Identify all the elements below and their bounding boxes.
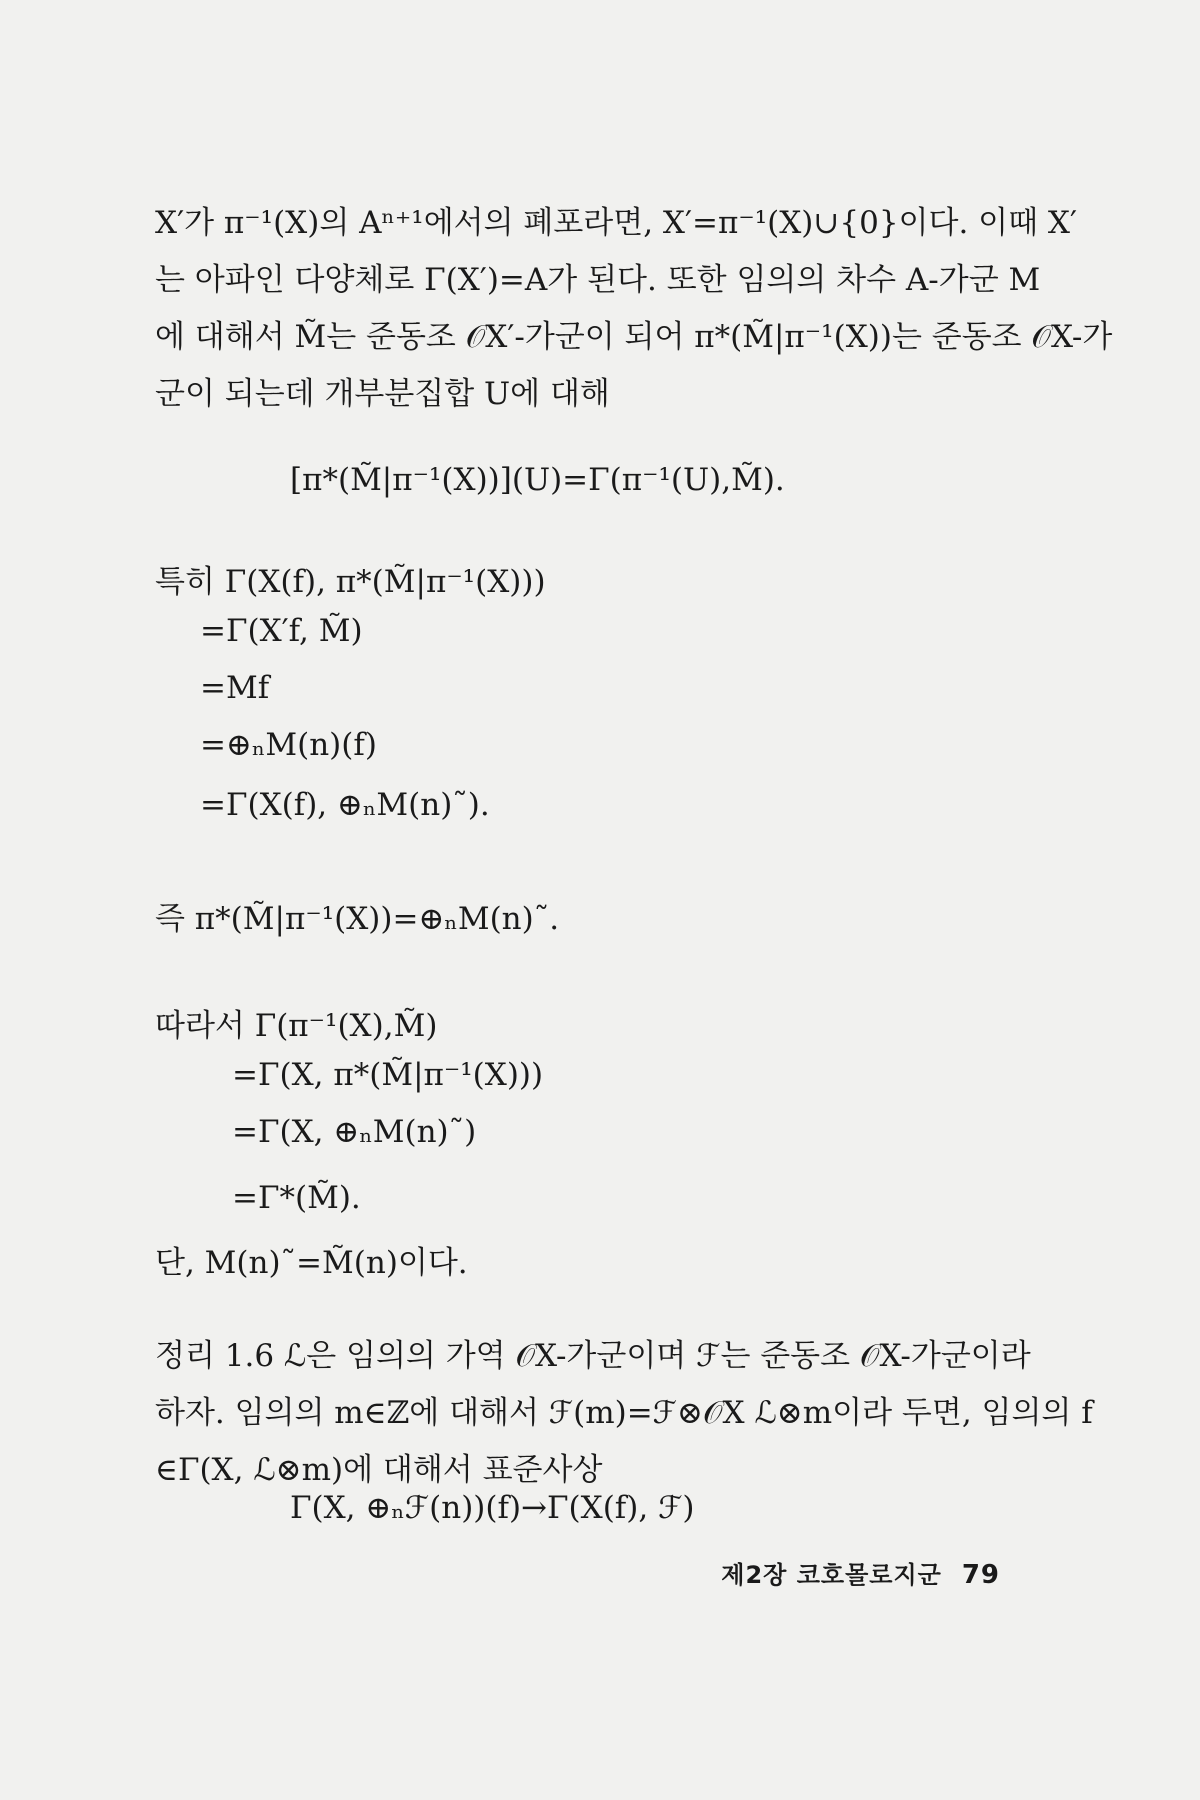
intro-line-3: 에 대해서 M̃는 준동조 𝒪X′-가군이 되어 π*(M̃|π⁻¹(X))는 준동조 𝒪X-가 [155, 319, 1113, 355]
particular-line-1: 특히 Γ(X(f), π*(M̃|π⁻¹(X))) [155, 564, 546, 600]
particular-line-2: =Γ(X′f, M̃) [200, 613, 363, 649]
intro-paragraph [155, 195, 1113, 423]
theorem-line-3: ∈Γ(X, ℒ⊗m)에 대해서 표준사상 [155, 1452, 603, 1488]
chapter-title: 제2장 코호몰로지군 [721, 1561, 942, 1589]
particular-line-5: =Γ(X(f), ⊕ₙM(n)˜). [200, 787, 490, 823]
display-equation-1: [π*(M̃|π⁻¹(X))](U)=Γ(π⁻¹(U),M̃). [290, 462, 785, 498]
page-number: 79 [961, 1560, 1000, 1590]
therefore-line-3: =Γ(X, ⊕ₙM(n)˜) [232, 1114, 477, 1150]
that-is-equation: 즉 π*(M̃|π⁻¹(X))=⊕ₙM(n)˜. [155, 901, 560, 937]
therefore-line-1: 따라서 Γ(π⁻¹(X),M̃) [155, 1008, 438, 1044]
theorem-paragraph [155, 1328, 1093, 1499]
intro-line-1: X′가 π⁻¹(X)의 Aⁿ⁺¹에서의 폐포라면, X′=π⁻¹(X)∪{0}이다. 이때 X′ [155, 205, 1078, 241]
therefore-line-4: =Γ*(M̃). [232, 1180, 361, 1216]
theorem-line-2: 하자. 임의의 m∈ℤ에 대해서 ℱ(m)=ℱ⊗𝒪X ℒ⊗m이라 두면, 임의의 f [155, 1395, 1093, 1431]
intro-line-4: 군이 되는데 개부분집합 U에 대해 [155, 376, 610, 412]
intro-line-2: 는 아파인 다양체로 Γ(X′)=A가 된다. 또한 임의의 차수 A-가군 M [155, 262, 1041, 298]
page-footer [721, 1555, 1000, 1590]
particular-line-4: =⊕ₙM(n)(f) [200, 727, 377, 763]
theorem-line-1: 정리 1.6 ℒ은 임의의 가역 𝒪X-가군이며 ℱ는 준동조 𝒪X-가군이라 [155, 1338, 1031, 1374]
therefore-line-2: =Γ(X, π*(M̃|π⁻¹(X))) [232, 1057, 544, 1093]
particular-line-3: =Mf [200, 670, 270, 706]
where-note: 단, M(n)˜=M̃(n)이다. [155, 1245, 468, 1281]
display-equation-final: Γ(X, ⊕ₙℱ(n))(f)→Γ(X(f), ℱ) [290, 1490, 695, 1526]
